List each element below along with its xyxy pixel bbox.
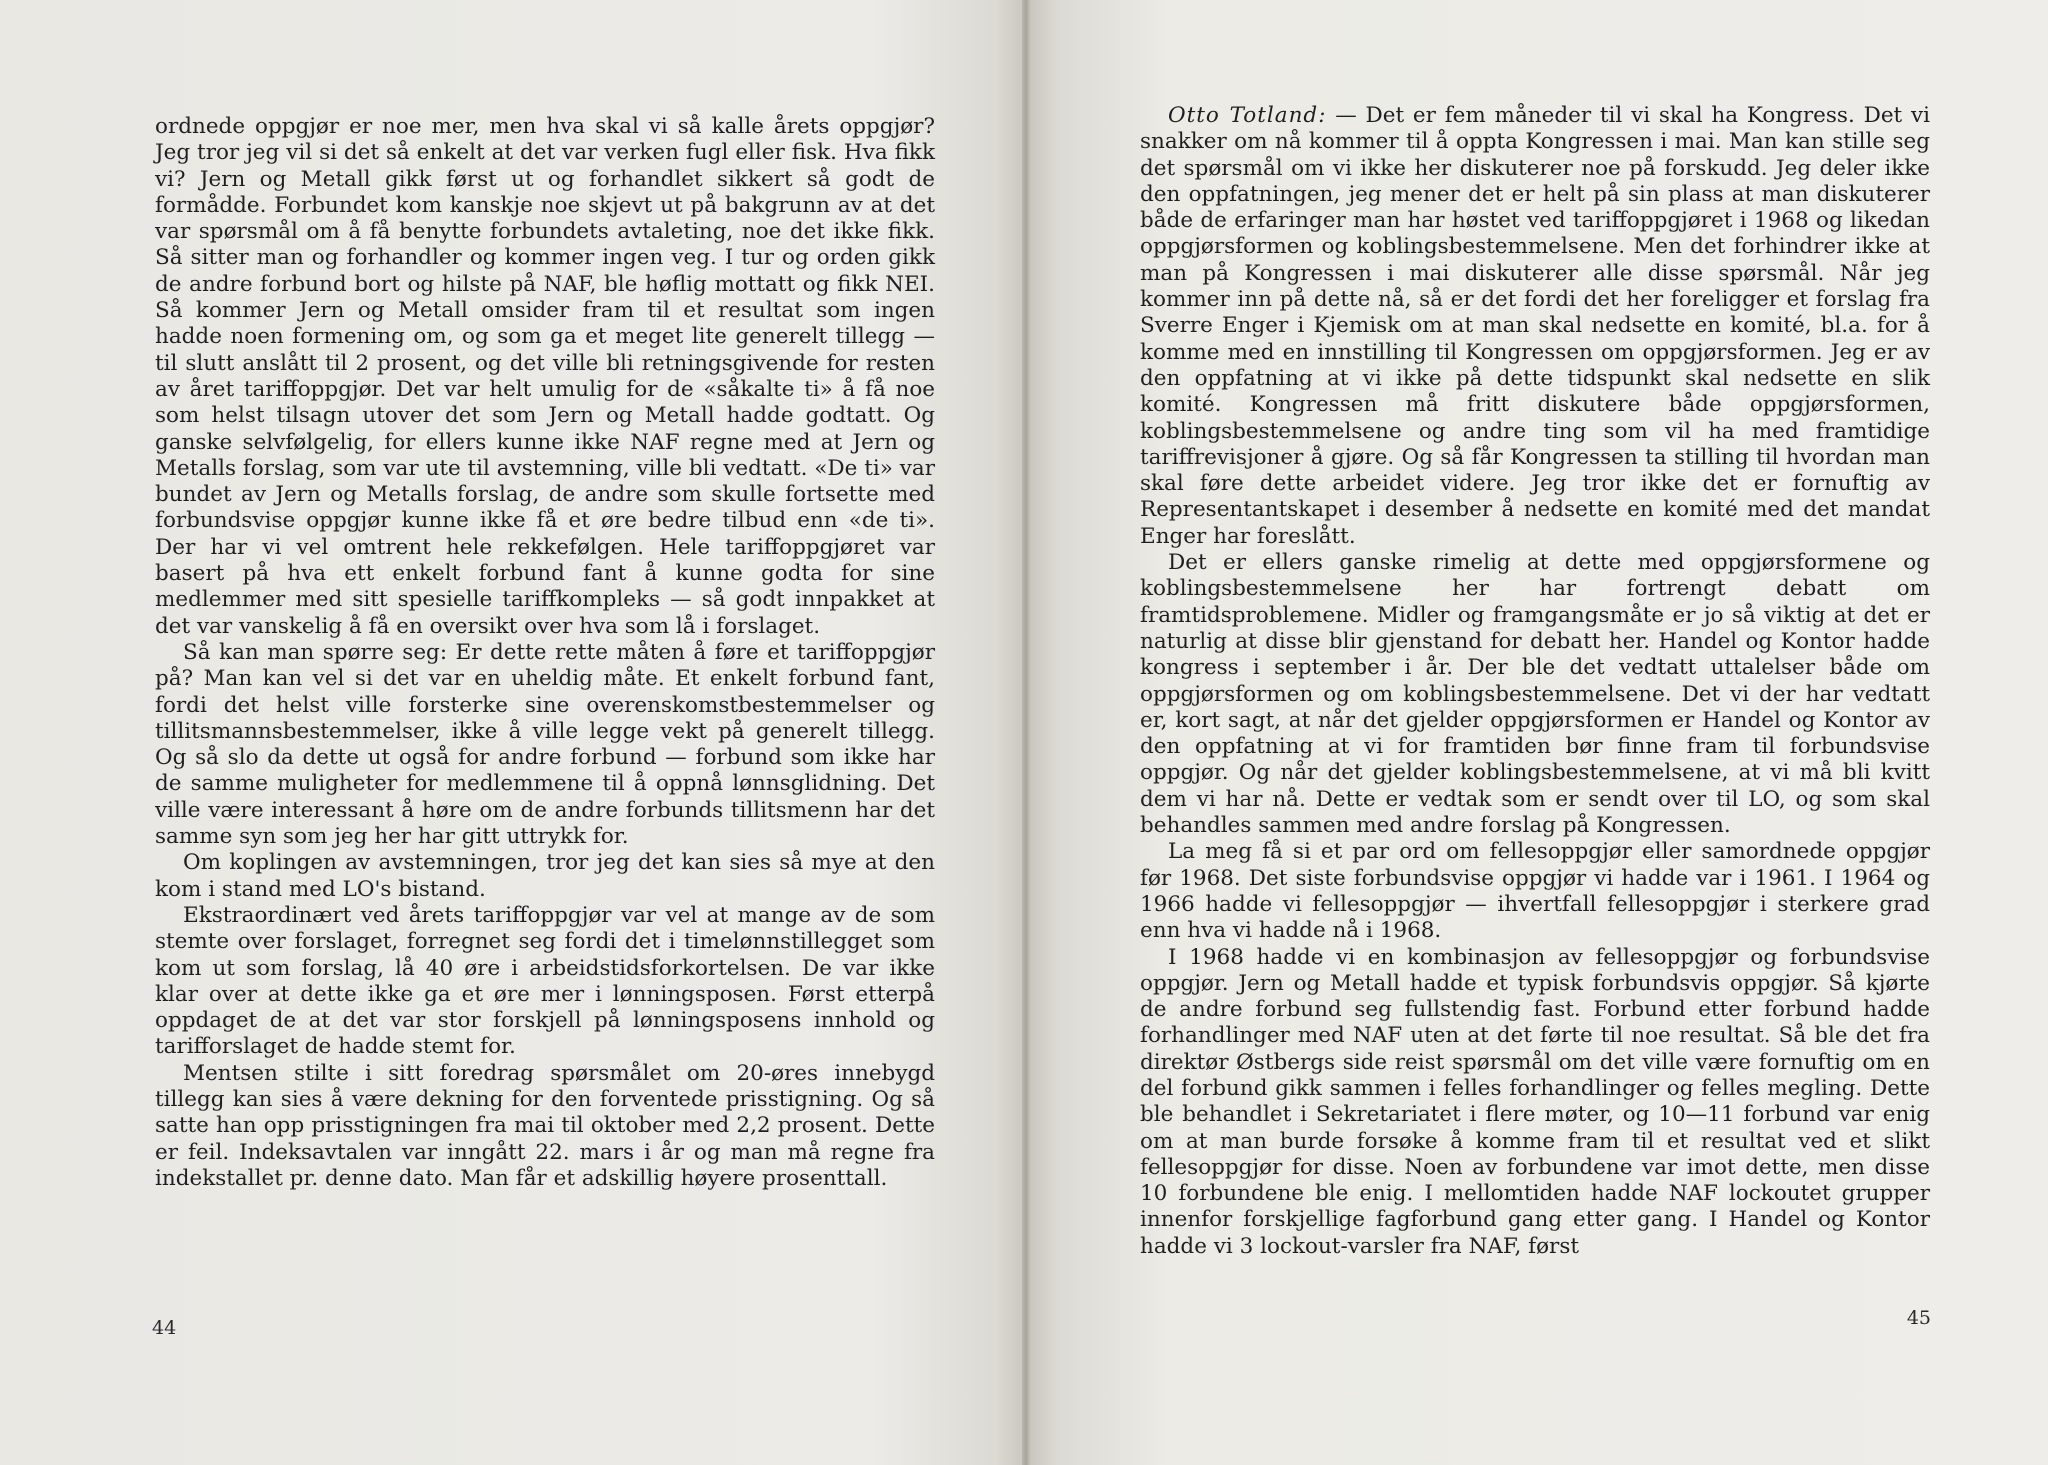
right-page-number: 45 <box>1906 1307 1931 1329</box>
right-page <box>1026 0 2048 1465</box>
right-paragraph-1-text: — Det er fem måneder til vi skal ha Kongress. Det vi snakker om nå kommer til å oppta Kongressen i mai. Man kan stille seg det spørsmål om vi ikke her diskuterer noe på forskudd. Jeg deler ikke den oppfatningen, jeg mener det er helt på sin plass at man diskuterer både de erfaringer man har høstet ved tariffoppgjøret i 1968 og likedan oppgjørsformen og koblingsbestemmelsene. Men det forhindrer ikke at man på Kongressen i mai diskuterer alle disse spørsmål. Når jeg kommer inn på dette nå, så er det fordi det her foreligger et forslag fra Sverre Enger i Kjemisk om at man skal nedsette en komité, bl.a. for å komme med en innstilling til Kongressen om oppgjørsformen. Jeg er av den oppfatning at vi ikke på dette tidspunkt skal nedsette en slik komité. Kongressen må fritt diskutere både oppgjørsformen, koblingsbestemmelsene og andre ting som vil ha med framtidige tariffrevisjoner å gjøre. Og så får Kongressen ta stilling til hvordan man skal føre dette arbeidet videre. Jeg tror ikke det er fornuftig av Representantskapet i desember å nedsette en komité med det mandat Enger har foreslått. <box>1140 103 1930 549</box>
left-page-text <box>155 114 935 1192</box>
speaker-name: Otto Totland: <box>1168 103 1327 128</box>
left-paragraph-4: Ekstraordinært ved årets tariffoppgjør var vel at mange av de som stemte over forslaget, forregnet seg fordi det i timelønnstillegget som kom ut som forslag, lå 40 øre i arbeidstidsforkortelsen. De var ikke klar over at dette ikke ga et øre mer i lønningsposen. Først etterpå oppdaget de at det var stor forskjell på lønningsposens innhold og tarifforslaget de hadde stemt for. <box>155 902 935 1060</box>
left-paragraph-3: Om koplingen av avstemningen, tror jeg det kan sies så mye at den kom i stand med LO's bistand. <box>155 850 935 902</box>
left-page-number: 44 <box>152 1317 177 1339</box>
right-paragraph-3: La meg få si et par ord om fellesoppgjør eller samordnede oppgjør før 1968. Det siste forbundsvise oppgjør vi hadde var i 1961. I 1964 og 1966 hadde vi fellesoppgjør — ihvertfall fellesoppgjør i sterkere grad enn hva vi hadde nå i 1968. <box>1140 839 1930 944</box>
right-paragraph-2: Det er ellers ganske rimelig at dette med oppgjørsformene og koblingsbestemmelsene her har fortrengt debatt om framtidsproblemene. Midler og framgangsmåte er jo så viktig at det er naturlig at disse blir gjenstand for debatt her. Handel og Kontor hadde kongress i september i år. Der ble det vedtatt uttalelser både om oppgjørsformen og om koblingsbestemmelsene. Det vi der har vedtatt er, kort sagt, at når det gjelder oppgjørsformen er Handel og Kontor av den oppfatning at vi for framtiden bør finne fram til forbundsvise oppgjør. Og når det gjelder koblingsbestemmelsene, at vi må bli kvitt dem vi har nå. Dette er vedtak som er sendt over til LO, og som skal behandles sammen med andre forslag på Kongressen. <box>1140 550 1930 839</box>
right-paragraph-4: I 1968 hadde vi en kombinasjon av fellesoppgjør og forbundsvise oppgjør. Jern og Metall hadde et typisk forbundsvis oppgjør. Så kjørte de andre forbund seg fullstendig fast. Forbund etter forbund hadde forhandlinger med NAF uten at det førte til noe resultat. Så ble det fra direktør Østbergs side reist spørsmål om det ville være fornuftig om en del forbund gikk sammen i felles forhandlinger og felles megling. Dette ble behandlet i Sekretariatet i flere møter, og 10—11 forbund var enig om at man burde forsøke å komme fram til et resultat ved et slikt fellesoppgjør for disse. Noen av forbundene var imot dette, men disse 10 forbundene ble enig. I mellomtiden hadde NAF lockoutet grupper innenfor forskjellige fagforbund gang etter gang. I Handel og Kontor hadde vi 3 lockout-varsler fra NAF, først <box>1140 944 1930 1259</box>
left-paragraph-2: Så kan man spørre seg: Er dette rette måten å føre et tariffoppgjør på? Man kan vel si det var en uheldig måte. Et enkelt forbund fant, fordi det helst ville forsterke sine overenskomstbestemmelser og tillitsmannsbestemmelser, ikke å ville legge vekt på generelt tillegg. Og så slo da dette ut også for andre forbund — forbund som ikke har de samme muligheter for medlemmene til å oppnå lønnsglidning. Det ville være interessant å høre om de andre forbunds tillitsmenn har det samme syn som jeg her har gitt uttrykk for. <box>155 639 935 850</box>
left-paragraph-1: ordnede oppgjør er noe mer, men hva skal vi så kalle årets oppgjør? Jeg tror jeg vil si det så enkelt at det var verken fugl eller fisk. Hva fikk vi? Jern og Metall gikk først ut og forhandlet sikkert så godt de formådde. Forbundet kom kanskje noe skjevt ut på bakgrunn av at det var spørsmål om å få benytte forbundets avtaleting, noe det ikke fikk. Så sitter man og forhandler og kommer ingen veg. I tur og orden gikk de andre forbund bort og hilste på NAF, ble høflig mottatt og fikk NEI. Så kommer Jern og Metall omsider fram til et resultat som ingen hadde noen formening om, og som ga et meget lite generelt tillegg — til slutt anslått til 2 prosent, og det ville bli retningsgivende for resten av året tariffoppgjør. Det var helt umulig for de «såkalte ti» å få noe som helst tilsagn utover det som Jern og Metall hadde godtatt. Og ganske selvfølgelig, for ellers kunne ikke NAF regne med at Jern og Metalls forslag, som var ute til avstemning, ville bli vedtatt. «De ti» var bundet av Jern og Metalls forslag, de andre som skulle fortsette med forbundsvise oppgjør kunne ikke få et øre bedre tilbud enn «de ti». Der har vi vel omtrent hele rekkefølgen. Hele tariffoppgjøret var basert på hva ett enkelt forbund fant å kunne godta for sine medlemmer med sitt spesielle tariffkompleks — så godt innpakket at det var vanskelig å få en oversikt over hva som lå i forslaget. <box>155 114 935 639</box>
book-gutter <box>1022 0 1030 1465</box>
right-paragraph-1 <box>1140 103 1930 550</box>
left-paragraph-5: Mentsen stilte i sitt foredrag spørsmålet om 20-øres innebygd tillegg kan sies å være dekning for den forventede prisstigning. Og så satte han opp prisstigningen fra mai til oktober med 2,2 prosent. Dette er feil. Indeksavtalen var inngått 22. mars i år og man må regne fra indekstallet pr. denne dato. Man får et adskillig høyere prosenttall. <box>155 1060 935 1191</box>
right-page-text <box>1140 103 1930 1260</box>
